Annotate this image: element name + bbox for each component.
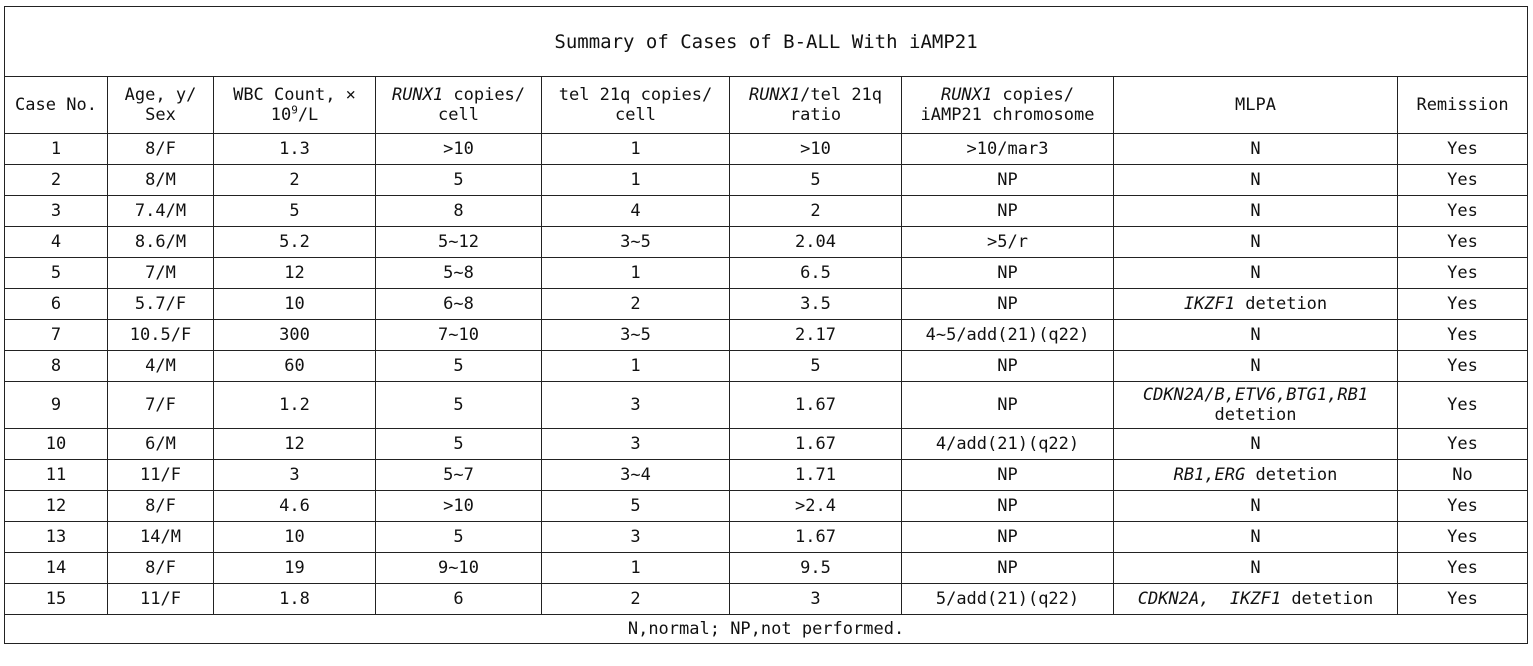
table-row — [5, 196, 1528, 227]
cell-ratio: 1.67 — [730, 382, 902, 429]
table-row — [5, 165, 1528, 196]
cell-mlpa — [1114, 553, 1398, 584]
cell-mlpa — [1114, 460, 1398, 491]
cell-chrom: NP — [902, 522, 1114, 553]
mlpa-text: N — [1250, 434, 1261, 454]
cell-chrom: NP — [902, 553, 1114, 584]
cell-chrom: >5/r — [902, 227, 1114, 258]
cell-tel: 4 — [542, 196, 730, 227]
mlpa-text: N — [1250, 232, 1261, 252]
cell-runx1: 6~8 — [376, 289, 542, 320]
table-row — [5, 429, 1528, 460]
mlpa-genes: RB1,ERG — [1173, 465, 1246, 485]
cell-remission: Yes — [1398, 584, 1528, 615]
cell-ratio: 2.04 — [730, 227, 902, 258]
cell-age: 6/M — [108, 429, 214, 460]
cell-wbc: 1.2 — [214, 382, 376, 429]
header-remission: Remission — [1398, 77, 1528, 134]
cell-wbc: 3 — [214, 460, 376, 491]
cell-ratio: 3 — [730, 584, 902, 615]
cell-ratio: 1.71 — [730, 460, 902, 491]
table-row — [5, 134, 1528, 165]
cell-chrom: NP — [902, 196, 1114, 227]
mlpa-genes: IKZF1 — [1183, 294, 1236, 314]
cell-runx1: 9~10 — [376, 553, 542, 584]
cell-runx1: 5 — [376, 351, 542, 382]
cell-case: 8 — [5, 351, 108, 382]
cell-remission: Yes — [1398, 382, 1528, 429]
cell-ratio: 2.17 — [730, 320, 902, 351]
cell-wbc: 1.8 — [214, 584, 376, 615]
cell-remission: No — [1398, 460, 1528, 491]
cell-ratio: 2 — [730, 196, 902, 227]
cell-tel: 3~5 — [542, 320, 730, 351]
cell-tel: 1 — [542, 258, 730, 289]
cell-chrom: NP — [902, 289, 1114, 320]
cell-remission: Yes — [1398, 351, 1528, 382]
mlpa-text: N — [1250, 527, 1261, 547]
cell-mlpa — [1114, 227, 1398, 258]
cell-runx1: >10 — [376, 134, 542, 165]
cell-tel: 3~5 — [542, 227, 730, 258]
header-wbc-count: WBC Count, × $10^9/L$ — [214, 77, 376, 134]
mlpa-text: detetion — [1281, 589, 1374, 609]
cell-wbc: 300 — [214, 320, 376, 351]
table-row — [5, 320, 1528, 351]
cell-tel: 1 — [542, 134, 730, 165]
mlpa-text: N — [1250, 558, 1261, 578]
cell-ratio: >10 — [730, 134, 902, 165]
cell-chrom: NP — [902, 382, 1114, 429]
cell-wbc: 12 — [214, 258, 376, 289]
mlpa-text: detetion — [1214, 405, 1297, 425]
table-row — [5, 382, 1528, 429]
cell-mlpa — [1114, 382, 1398, 429]
cell-runx1: 5~7 — [376, 460, 542, 491]
cell-case: 11 — [5, 460, 108, 491]
mlpa-text: N — [1250, 263, 1261, 283]
cell-tel: 3 — [542, 382, 730, 429]
cell-chrom: NP — [902, 491, 1114, 522]
cell-wbc: 4.6 — [214, 491, 376, 522]
cell-age: 7/F — [108, 382, 214, 429]
cell-tel: 1 — [542, 165, 730, 196]
header-case-no: Case No. — [5, 77, 108, 134]
cell-age: 7.4/M — [108, 196, 214, 227]
cell-runx1: 5~12 — [376, 227, 542, 258]
table-row — [5, 584, 1528, 615]
cell-case: 1 — [5, 134, 108, 165]
cell-remission: Yes — [1398, 429, 1528, 460]
cell-wbc: 19 — [214, 553, 376, 584]
cell-chrom: 4/add(21)(q22) — [902, 429, 1114, 460]
cell-remission: Yes — [1398, 165, 1528, 196]
cell-runx1: 7~10 — [376, 320, 542, 351]
cell-wbc: 2 — [214, 165, 376, 196]
cell-case: 9 — [5, 382, 108, 429]
cell-case: 13 — [5, 522, 108, 553]
cell-chrom: NP — [902, 351, 1114, 382]
mlpa-text: N — [1250, 325, 1261, 345]
cell-case: 6 — [5, 289, 108, 320]
cell-runx1: 5 — [376, 522, 542, 553]
cell-ratio: 1.67 — [730, 522, 902, 553]
cell-case: 10 — [5, 429, 108, 460]
mlpa-text: N — [1250, 356, 1261, 376]
cell-tel: 2 — [542, 289, 730, 320]
cell-chrom: 5/add(21)(q22) — [902, 584, 1114, 615]
cell-mlpa — [1114, 258, 1398, 289]
cell-runx1: 6 — [376, 584, 542, 615]
cell-remission: Yes — [1398, 227, 1528, 258]
header-iamp21-copies: RUNX1 copies/ iAMP21 chromosome — [902, 77, 1114, 134]
summary-table-container — [4, 6, 1527, 644]
cell-age: 10.5/F — [108, 320, 214, 351]
cell-age: 14/M — [108, 522, 214, 553]
cell-mlpa — [1114, 491, 1398, 522]
cell-tel: 1 — [542, 553, 730, 584]
header-row — [5, 77, 1528, 134]
table-row — [5, 522, 1528, 553]
cell-remission: Yes — [1398, 522, 1528, 553]
header-tel21q-copies: tel 21q copies/ cell — [542, 77, 730, 134]
cell-wbc: 1.3 — [214, 134, 376, 165]
header-runx1-copies: RUNX1 copies/ cell — [376, 77, 542, 134]
cell-mlpa — [1114, 522, 1398, 553]
cell-age: 4/M — [108, 351, 214, 382]
cell-wbc: 5.2 — [214, 227, 376, 258]
mlpa-text: detetion — [1245, 465, 1338, 485]
mlpa-text: N — [1250, 496, 1261, 516]
header-mlpa: MLPA — [1114, 77, 1398, 134]
cell-mlpa — [1114, 351, 1398, 382]
table-row — [5, 258, 1528, 289]
cell-tel: 3 — [542, 429, 730, 460]
cell-ratio: 5 — [730, 351, 902, 382]
cell-remission: Yes — [1398, 320, 1528, 351]
cell-runx1: >10 — [376, 491, 542, 522]
cell-remission: Yes — [1398, 258, 1528, 289]
cell-case: 4 — [5, 227, 108, 258]
cell-mlpa — [1114, 196, 1398, 227]
cell-mlpa — [1114, 134, 1398, 165]
table-footnote: N,normal; NP,not performed. — [5, 615, 1528, 644]
table-row — [5, 227, 1528, 258]
cell-case: 14 — [5, 553, 108, 584]
cell-chrom: >10/mar3 — [902, 134, 1114, 165]
cell-case: 12 — [5, 491, 108, 522]
cell-case: 7 — [5, 320, 108, 351]
cell-remission: Yes — [1398, 196, 1528, 227]
cell-age: 11/F — [108, 460, 214, 491]
cell-age: 8/F — [108, 491, 214, 522]
cell-case: 5 — [5, 258, 108, 289]
mlpa-text: detetion — [1235, 294, 1328, 314]
cell-tel: 5 — [542, 491, 730, 522]
cell-case: 15 — [5, 584, 108, 615]
cell-remission: Yes — [1398, 134, 1528, 165]
cell-case: 2 — [5, 165, 108, 196]
cell-wbc: 60 — [214, 351, 376, 382]
cell-ratio: >2.4 — [730, 491, 902, 522]
cell-wbc: 10 — [214, 289, 376, 320]
mlpa-genes: CDKN2A/B,ETV6,BTG1,RB1 — [1142, 385, 1369, 405]
header-age-sex: Age, y/ Sex — [108, 77, 214, 134]
cell-remission: Yes — [1398, 289, 1528, 320]
mlpa-text: N — [1250, 170, 1261, 190]
cell-tel: 1 — [542, 351, 730, 382]
cell-mlpa — [1114, 289, 1398, 320]
cell-age: 8.6/M — [108, 227, 214, 258]
cell-ratio: 6.5 — [730, 258, 902, 289]
cell-age: 8/F — [108, 553, 214, 584]
cell-age: 8/F — [108, 134, 214, 165]
cell-mlpa — [1114, 584, 1398, 615]
cell-age: 8/M — [108, 165, 214, 196]
cell-runx1: 8 — [376, 196, 542, 227]
cell-remission: Yes — [1398, 491, 1528, 522]
header-ratio: RUNX1/tel 21q ratio — [730, 77, 902, 134]
table-row — [5, 351, 1528, 382]
cell-mlpa — [1114, 320, 1398, 351]
cell-ratio: 9.5 — [730, 553, 902, 584]
cell-tel: 3~4 — [542, 460, 730, 491]
cell-tel: 2 — [542, 584, 730, 615]
cell-runx1: 5 — [376, 165, 542, 196]
cell-age: 11/F — [108, 584, 214, 615]
cell-wbc: 10 — [214, 522, 376, 553]
cell-chrom: NP — [902, 165, 1114, 196]
cell-chrom: NP — [902, 258, 1114, 289]
cell-age: 5.7/F — [108, 289, 214, 320]
cell-runx1: 5 — [376, 382, 542, 429]
cell-case: 3 — [5, 196, 108, 227]
summary-table — [4, 6, 1528, 644]
cell-mlpa — [1114, 165, 1398, 196]
cell-runx1: 5~8 — [376, 258, 542, 289]
cell-chrom: NP — [902, 460, 1114, 491]
table-row — [5, 460, 1528, 491]
cell-remission: Yes — [1398, 553, 1528, 584]
mlpa-genes: CDKN2A, IKZF1 — [1137, 589, 1282, 609]
mlpa-text: N — [1250, 201, 1261, 221]
table-title: Summary of Cases of B-ALL With iAMP21 — [5, 7, 1528, 77]
mlpa-text: N — [1250, 139, 1261, 159]
cell-runx1: 5 — [376, 429, 542, 460]
cell-wbc: 12 — [214, 429, 376, 460]
cell-age: 7/M — [108, 258, 214, 289]
cell-ratio: 3.5 — [730, 289, 902, 320]
table-row — [5, 289, 1528, 320]
cell-wbc: 5 — [214, 196, 376, 227]
cell-tel: 3 — [542, 522, 730, 553]
cell-chrom: 4~5/add(21)(q22) — [902, 320, 1114, 351]
cell-ratio: 1.67 — [730, 429, 902, 460]
table-row — [5, 553, 1528, 584]
table-row — [5, 491, 1528, 522]
cell-mlpa — [1114, 429, 1398, 460]
cell-ratio: 5 — [730, 165, 902, 196]
